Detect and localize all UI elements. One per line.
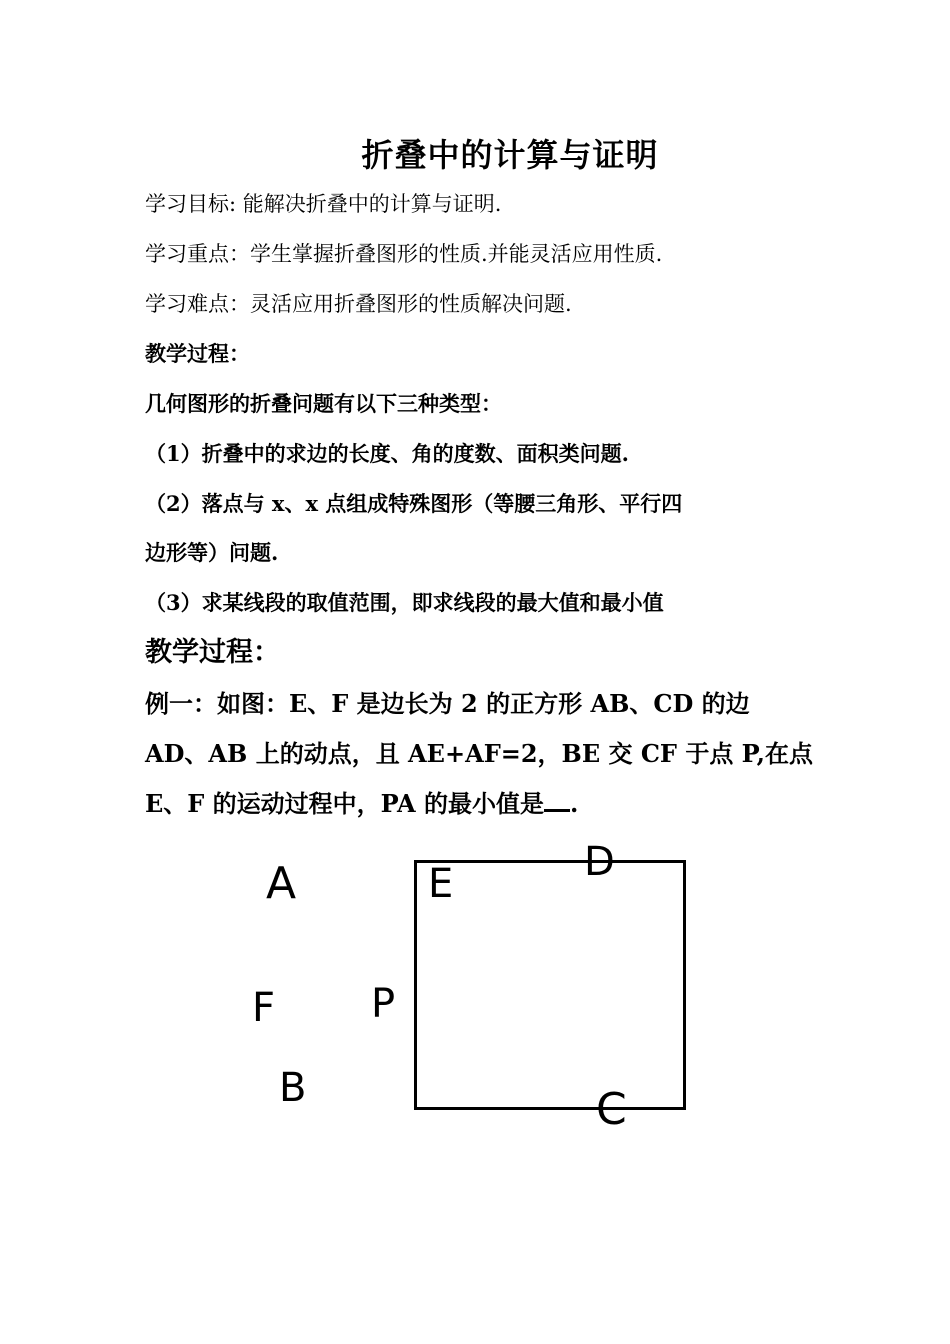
label-a: A (266, 858, 297, 909)
square-shape (414, 860, 686, 1110)
label-p: P (371, 981, 396, 1027)
focus-line: 学习重点：学生掌握折叠图形的性质.并能灵活应用性质. (145, 242, 663, 266)
example-line-1: 例一：如图：E、F 是边长为 2 的正方形 AB、CD 的边 (145, 689, 750, 718)
label-f: F (252, 985, 276, 1031)
section-heading: 教学过程： (145, 637, 280, 668)
type-1: （1）折叠中的求边的长度、角的度数、面积类问题. (145, 441, 629, 466)
page-title: 折叠中的计算与证明 (361, 136, 659, 174)
example-line-3 (145, 784, 578, 819)
types-intro: 几何图形的折叠问题有以下三种类型： (145, 391, 502, 416)
goal-line: 学习目标: 能解决折叠中的计算与证明. (145, 192, 502, 216)
type-3: （3）求某线段的取值范围，即求线段的最大值和最小值 (145, 590, 664, 615)
answer-blank[interactable] (544, 787, 570, 812)
label-d: D (584, 839, 615, 885)
type-2: （2）落点与 x、x 点组成特殊图形（等腰三角形、平行四 (145, 491, 683, 516)
label-e: E (428, 861, 454, 907)
process-label: 教学过程： (145, 341, 250, 366)
example-line-3-end: . (569, 789, 579, 818)
label-c: C (596, 1084, 627, 1135)
example-line-2: AD、AB 上的动点，且 AE+AF=2，BE 交 CF 于点 P,在点 (145, 739, 813, 768)
label-b: B (279, 1065, 307, 1111)
difficulty-line: 学习难点：灵活应用折叠图形的性质解决问题. (145, 292, 572, 316)
example-line-3-text: E、F 的运动过程中，PA 的最小值是 (145, 789, 544, 818)
type-2-cont: 边形等）问题. (145, 540, 279, 565)
